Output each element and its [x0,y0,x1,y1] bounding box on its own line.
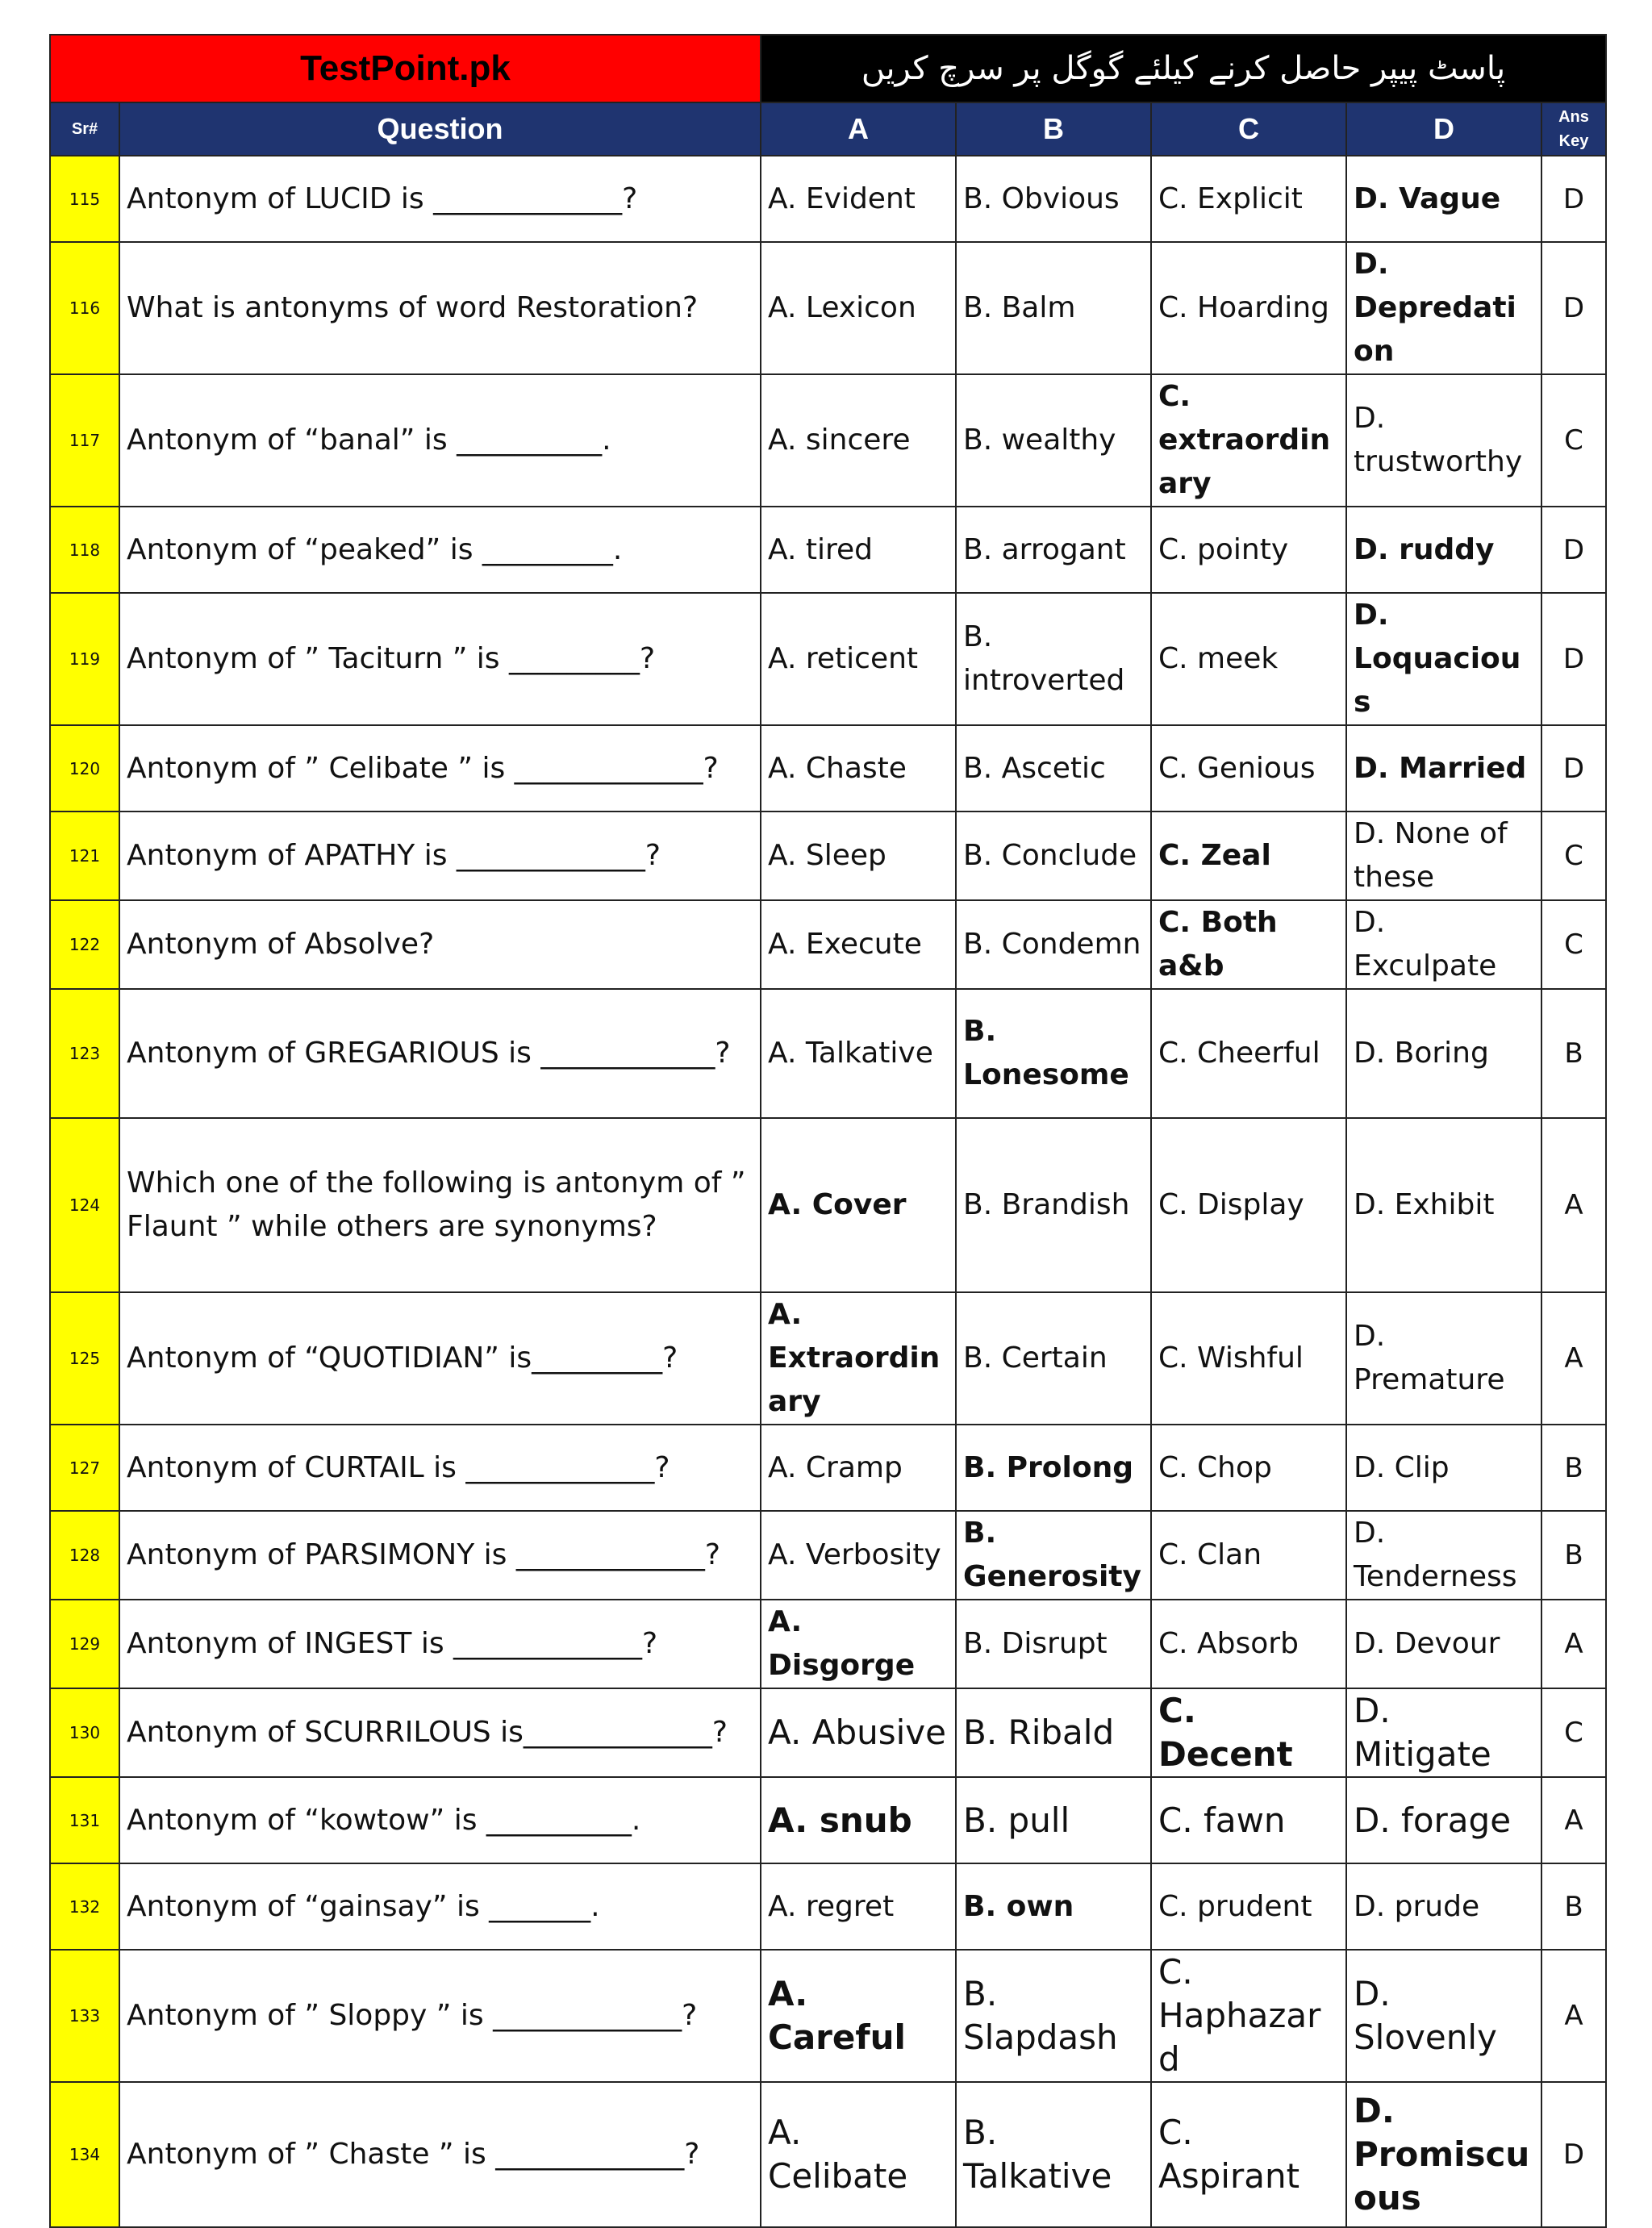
table-row [50,1425,1606,1511]
option-b: B. Ribald [956,1688,1151,1777]
option-c: C. Explicit [1151,156,1346,242]
answer-key: C [1541,1688,1606,1777]
option-a: A. sincere [761,374,956,507]
table-row [50,900,1606,989]
option-b: B. Generosity [956,1511,1151,1600]
question-text: Which one of the following is antonym of ” Flaunt ” while others are synonyms? [119,1118,761,1292]
option-b: B. Disrupt [956,1600,1151,1688]
urdu-tagline: پاسٹ پیپر حاصل کرنے کیلئے گوگل پر سرچ کریں [761,35,1606,102]
option-d: D. Mitigate [1346,1688,1541,1777]
answer-key: A [1541,1292,1606,1425]
option-c: C. Chop [1151,1425,1346,1511]
option-a: A. tired [761,507,956,593]
serial-number: 125 [50,1292,119,1425]
option-c: C. Hoarding [1151,242,1346,374]
serial-number: 116 [50,242,119,374]
option-a: A. Extraordinary [761,1292,956,1425]
option-c: C. Both a&b [1151,900,1346,989]
table-row [50,1950,1606,2082]
question-text: Antonym of “peaked” is _________. [119,507,761,593]
question-text: Antonym of “kowtow” is __________. [119,1777,761,1863]
option-a: A. Sleep [761,812,956,900]
question-text: Antonym of GREGARIOUS is ____________? [119,989,761,1118]
option-c: C. pointy [1151,507,1346,593]
serial-number: 132 [50,1863,119,1950]
option-a: A. Execute [761,900,956,989]
serial-number: 121 [50,812,119,900]
question-text: Antonym of “banal” is __________. [119,374,761,507]
brand-title: TestPoint.pk [50,35,761,102]
table-row [50,242,1606,374]
serial-number: 127 [50,1425,119,1511]
option-c: C. Haphazard [1151,1950,1346,2082]
option-b: B. wealthy [956,374,1151,507]
option-d: D. Exhibit [1346,1118,1541,1292]
option-b: B. Conclude [956,812,1151,900]
option-a: A. Verbosity [761,1511,956,1600]
header-b: B [956,102,1151,156]
option-b: B. pull [956,1777,1151,1863]
table-row [50,593,1606,725]
option-b: B. introverted [956,593,1151,725]
option-c: C. Genious [1151,725,1346,812]
table-row [50,1511,1606,1600]
table-row [50,1777,1606,1863]
option-d: D. Devour [1346,1600,1541,1688]
answer-key: D [1541,2082,1606,2227]
option-c: C. Decent [1151,1688,1346,1777]
serial-number: 134 [50,2082,119,2227]
answer-key: D [1541,507,1606,593]
option-b: B. Condemn [956,900,1151,989]
option-b: B. Talkative [956,2082,1151,2227]
option-d: D. Promiscuous [1346,2082,1541,2227]
option-b: B. Certain [956,1292,1151,1425]
question-rows [50,156,1606,2227]
question-text: What is antonyms of word Restoration? [119,242,761,374]
option-d: D. Married [1346,725,1541,812]
question-text: Antonym of Absolve? [119,900,761,989]
answer-key: D [1541,593,1606,725]
table-row [50,725,1606,812]
option-d: D. None of these [1346,812,1541,900]
table-row [50,2082,1606,2227]
table-row [50,1688,1606,1777]
option-d: D. Exculpate [1346,900,1541,989]
option-a: A. Lexicon [761,242,956,374]
serial-number: 123 [50,989,119,1118]
option-c: C. fawn [1151,1777,1346,1863]
header-a: A [761,102,956,156]
option-b: B. Prolong [956,1425,1151,1511]
option-a: A. Talkative [761,989,956,1118]
option-a: A. snub [761,1777,956,1863]
question-text: Antonym of ” Chaste ” is _____________? [119,2082,761,2227]
answer-key: B [1541,989,1606,1118]
banner-row [50,35,1606,102]
header-answer-key [1541,102,1606,156]
answer-key: B [1541,1511,1606,1600]
option-d: D. Slovenly [1346,1950,1541,2082]
option-a: A. reticent [761,593,956,725]
question-text: Antonym of INGEST is _____________? [119,1600,761,1688]
option-d: D. Boring [1346,989,1541,1118]
question-text: Antonym of ” Taciturn ” is _________? [119,593,761,725]
serial-number: 128 [50,1511,119,1600]
option-c: C. Cheerful [1151,989,1346,1118]
question-text: Antonym of “QUOTIDIAN” is_________? [119,1292,761,1425]
table-row [50,374,1606,507]
option-d: D. trustworthy [1346,374,1541,507]
option-d: D. Depredation [1346,242,1541,374]
header-d: D [1346,102,1541,156]
option-d: D. prude [1346,1863,1541,1950]
answer-key: A [1541,1950,1606,2082]
question-text: Antonym of LUCID is _____________? [119,156,761,242]
serial-number: 133 [50,1950,119,2082]
option-c: C. Display [1151,1118,1346,1292]
answer-key: B [1541,1425,1606,1511]
answer-key: C [1541,812,1606,900]
table-row [50,156,1606,242]
question-text: Antonym of ” Celibate ” is _____________? [119,725,761,812]
serial-number: 117 [50,374,119,507]
option-a: A. Disgorge [761,1600,956,1688]
serial-number: 118 [50,507,119,593]
option-c: C. Absorb [1151,1600,1346,1688]
question-text: Antonym of ” Sloppy ” is _____________? [119,1950,761,2082]
answer-key: C [1541,900,1606,989]
question-text: Antonym of CURTAIL is _____________? [119,1425,761,1511]
option-c: C. extraordinary [1151,374,1346,507]
question-text: Antonym of PARSIMONY is _____________? [119,1511,761,1600]
serial-number: 131 [50,1777,119,1863]
option-d: D. forage [1346,1777,1541,1863]
option-c: C. prudent [1151,1863,1346,1950]
serial-number: 129 [50,1600,119,1688]
option-a: A. Abusive [761,1688,956,1777]
option-a: A. Cover [761,1118,956,1292]
option-a: A. Careful [761,1950,956,2082]
serial-number: 115 [50,156,119,242]
option-b: B. own [956,1863,1151,1950]
answer-key: B [1541,1863,1606,1950]
option-d: D. Tenderness [1346,1511,1541,1600]
table-row [50,812,1606,900]
table-row [50,1292,1606,1425]
answer-key: A [1541,1777,1606,1863]
table-row [50,1118,1606,1292]
serial-number: 122 [50,900,119,989]
option-b: B. Balm [956,242,1151,374]
question-text: Antonym of APATHY is _____________? [119,812,761,900]
option-a: A. Chaste [761,725,956,812]
option-d: D. ruddy [1346,507,1541,593]
answer-key: D [1541,725,1606,812]
answer-key: C [1541,374,1606,507]
answer-key: A [1541,1600,1606,1688]
option-a: A. Celibate [761,2082,956,2227]
serial-number: 119 [50,593,119,725]
option-d: D. Clip [1346,1425,1541,1511]
question-text: Antonym of “gainsay” is _______. [119,1863,761,1950]
option-c: C. Zeal [1151,812,1346,900]
option-a: A. Evident [761,156,956,242]
option-b: B. arrogant [956,507,1151,593]
option-a: A. Cramp [761,1425,956,1511]
option-b: B. Obvious [956,156,1151,242]
answer-key: D [1541,156,1606,242]
header-c: C [1151,102,1346,156]
serial-number: 120 [50,725,119,812]
option-b: B. Slapdash [956,1950,1151,2082]
column-header-row [50,102,1606,156]
header-sr: Sr# [50,102,119,156]
option-b: B. Brandish [956,1118,1151,1292]
header-key-line2: Key [1558,132,1589,150]
table-row [50,1600,1606,1688]
option-c: C. Aspirant [1151,2082,1346,2227]
header-key-line1: Ans [1558,108,1589,126]
option-b: B. Ascetic [956,725,1151,812]
table-row [50,507,1606,593]
question-text: Antonym of SCURRILOUS is_____________? [119,1688,761,1777]
table-row [50,989,1606,1118]
option-c: C. Clan [1151,1511,1346,1600]
serial-number: 124 [50,1118,119,1292]
option-a: A. regret [761,1863,956,1950]
option-d: D. Vague [1346,156,1541,242]
mcq-sheet [49,34,1605,2228]
option-d: D. Loquacious [1346,593,1541,725]
answer-key: D [1541,242,1606,374]
header-question: Question [119,102,761,156]
option-d: D. Premature [1346,1292,1541,1425]
option-c: C. Wishful [1151,1292,1346,1425]
mcq-table [49,34,1607,2228]
option-c: C. meek [1151,593,1346,725]
answer-key: A [1541,1118,1606,1292]
serial-number: 130 [50,1688,119,1777]
option-b: B. Lonesome [956,989,1151,1118]
table-row [50,1863,1606,1950]
